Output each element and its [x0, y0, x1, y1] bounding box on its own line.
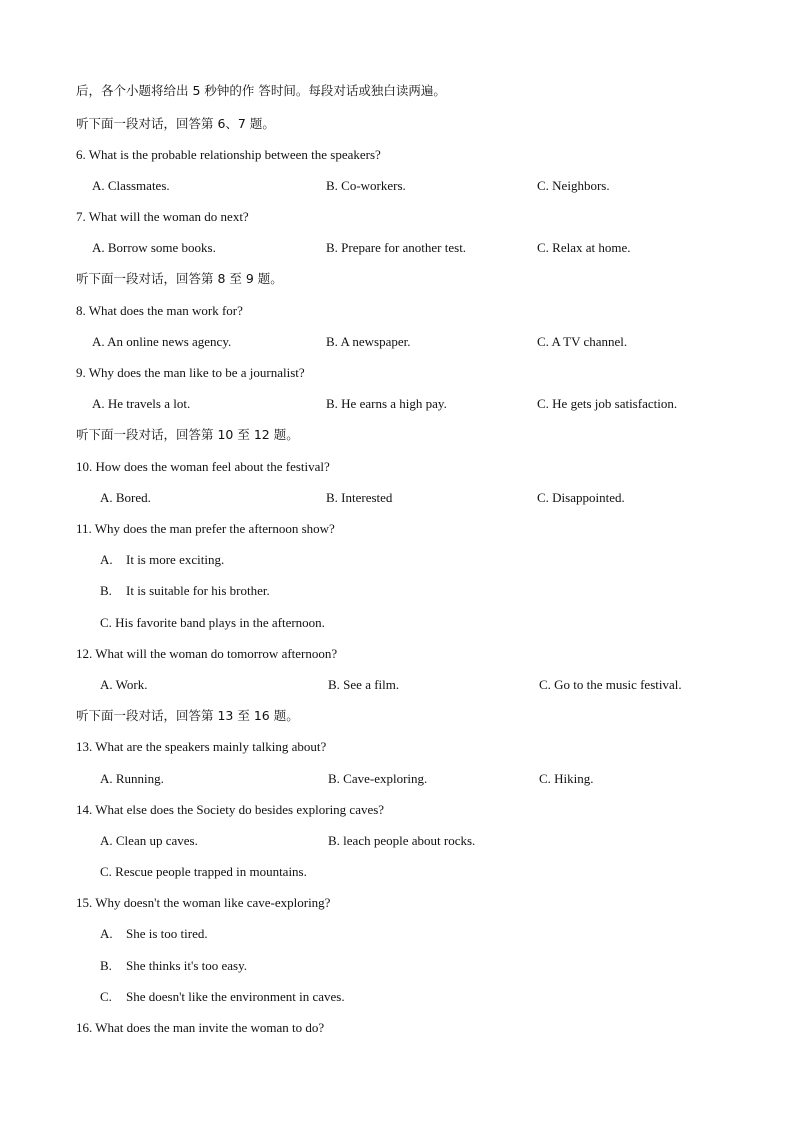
- option-label: C.: [100, 989, 112, 1004]
- q14-option-b: B. leach people about rocks.: [328, 833, 476, 848]
- option-label: A.: [100, 552, 113, 567]
- q6-option-c: C. Neighbors.: [537, 178, 610, 193]
- q15-option-c: [100, 989, 345, 1005]
- q9-option-a: A. He travels a lot.: [92, 396, 191, 411]
- option-label: A.: [100, 926, 113, 941]
- q8-option-c: C. A TV channel.: [537, 334, 628, 349]
- option-label: B.: [100, 583, 112, 598]
- q12-option-c: C. Go to the music festival.: [539, 677, 682, 692]
- question-6: 6. What is the probable relationship between the speakers?: [76, 147, 381, 162]
- question-12: 12. What will the woman do tomorrow afternoon?: [76, 646, 338, 661]
- q7-option-c: C. Relax at home.: [537, 240, 631, 255]
- q7-option-b: B. Prepare for another test.: [326, 240, 467, 255]
- q8-option-b: B. A newspaper.: [326, 334, 411, 349]
- option-text: She thinks it's too easy.: [126, 958, 248, 973]
- question-10: 10. How does the woman feel about the festival?: [76, 459, 330, 474]
- q12-option-a: A. Work.: [100, 677, 148, 692]
- q10-option-a: A. Bored.: [100, 490, 151, 505]
- section-heading: 听下面一段对话，回答第 8 至 9 题。: [76, 271, 283, 286]
- q10-option-b: B. Interested: [326, 490, 393, 505]
- q9-option-c: C. He gets job satisfaction.: [537, 396, 678, 411]
- q9-option-b: B. He earns a high pay.: [326, 396, 447, 411]
- option-text: She is too tired.: [126, 926, 208, 941]
- q12-option-b: B. See a film.: [328, 677, 400, 692]
- q13-option-b: B. Cave-exploring.: [328, 771, 428, 786]
- q14-option-a: A. Clean up caves.: [100, 833, 198, 848]
- question-13: 13. What are the speakers mainly talking about?: [76, 739, 327, 754]
- q13-option-a: A. Running.: [100, 771, 164, 786]
- q13-option-c: C. Hiking.: [539, 771, 594, 786]
- section-heading: 听下面一段对话，回答第 6、7 题。: [76, 116, 275, 131]
- option-text: It is suitable for his brother.: [126, 583, 270, 598]
- section-heading: 听下面一段对话，回答第 10 至 12 题。: [76, 427, 299, 442]
- question-11: 11. Why does the man prefer the afternoon show?: [76, 521, 335, 536]
- q11-option-b: [100, 583, 270, 599]
- option-text: It is more exciting.: [126, 552, 225, 567]
- q14-option-c: C. Rescue people trapped in mountains.: [100, 864, 307, 879]
- question-16: 16. What does the man invite the woman to do?: [76, 1020, 325, 1035]
- q11-option-c: C. His favorite band plays in the afternoon.: [100, 615, 325, 630]
- question-7: 7. What will the woman do next?: [76, 209, 249, 224]
- question-14: 14. What else does the Society do besides exploring caves?: [76, 802, 385, 817]
- q6-option-b: B. Co-workers.: [326, 178, 406, 193]
- instruction-line: 后，各个小题将给出 5 秒钟的作 答时间。每段对话或独白读两遍。: [76, 83, 446, 98]
- option-label: B.: [100, 958, 112, 973]
- question-8: 8. What does the man work for?: [76, 303, 243, 318]
- question-15: 15. Why doesn't the woman like cave-exploring?: [76, 895, 331, 910]
- question-9: 9. Why does the man like to be a journalist?: [76, 365, 305, 380]
- q15-option-a: [100, 926, 208, 942]
- q15-option-b: [100, 958, 247, 974]
- section-heading: 听下面一段对话，回答第 13 至 16 题。: [76, 708, 299, 723]
- q6-option-a: A. Classmates.: [92, 178, 170, 193]
- q8-option-a: A. An online news agency.: [92, 334, 232, 349]
- q11-option-a: [100, 552, 224, 568]
- option-text: She doesn't like the environment in caves.: [126, 989, 345, 1004]
- q7-option-a: A. Borrow some books.: [92, 240, 216, 255]
- q10-option-c: C. Disappointed.: [537, 490, 625, 505]
